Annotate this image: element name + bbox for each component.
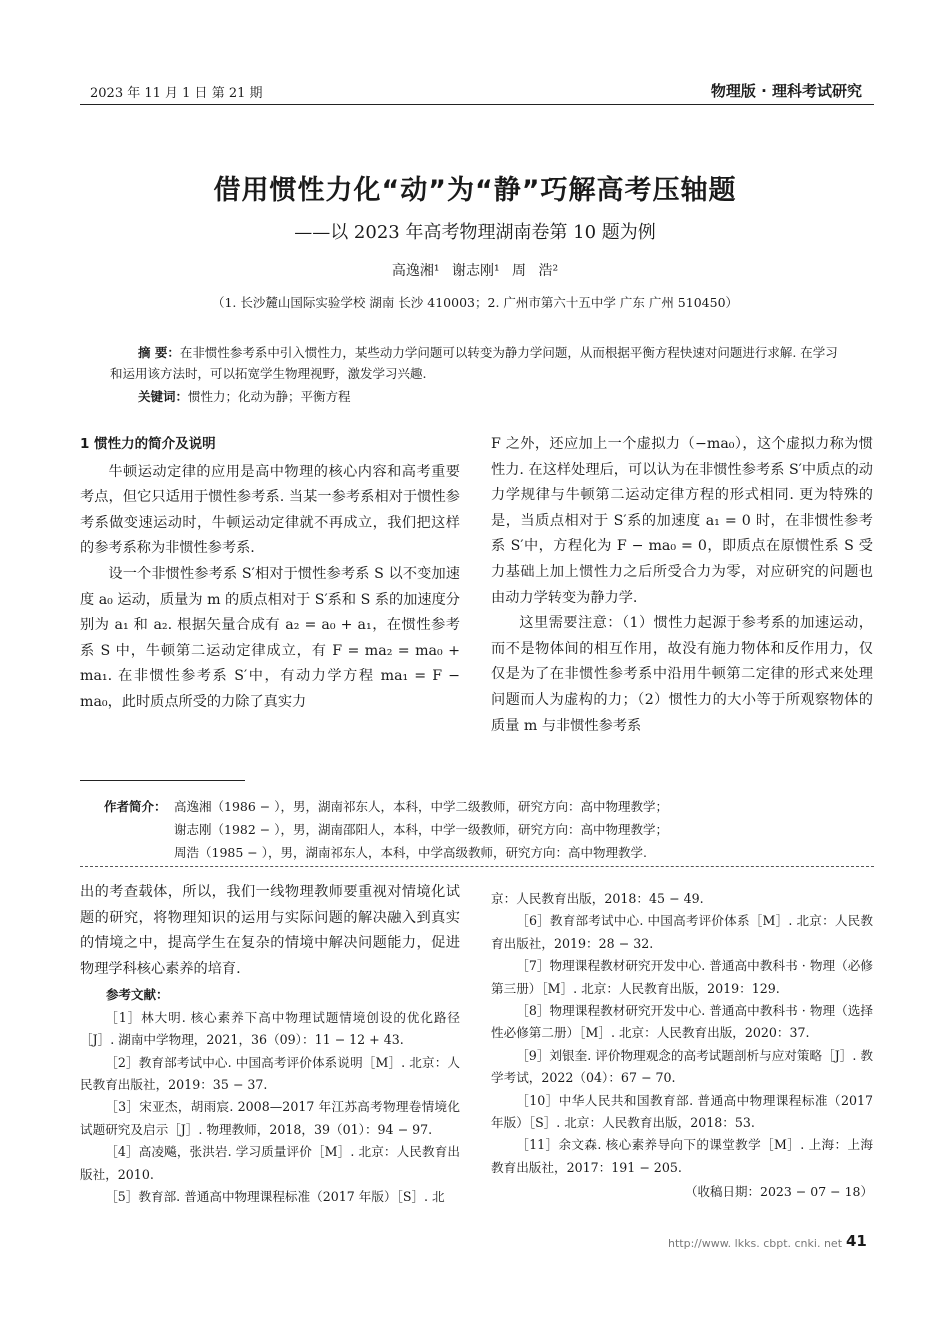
reference-item: ［9］刘银奎. 评价物理观念的高考试题剖析与应对策略［J］. 教学考试，2022（04）：67 − 70. xyxy=(491,1047,873,1086)
footnote-rule xyxy=(80,780,245,781)
author-list: 高逸湘¹ 谢志刚¹ 周 浩² xyxy=(391,263,559,279)
right-column xyxy=(491,432,873,739)
section-heading: 1 惯性力的简介及说明 xyxy=(80,436,216,452)
reference-item: ［4］高凌飚，张洪岩. 学习质量评价［M］. 北京：人民教育出版社，2010. xyxy=(80,1144,460,1182)
affiliations: （1. 长沙麓山国际实验学校 湖南 长沙 410003；2. 广州市第六十五中学 广东 广州 510450） xyxy=(211,295,739,310)
reference-list-left xyxy=(80,984,460,1208)
abstract xyxy=(110,342,850,384)
header-rule xyxy=(80,104,874,105)
author-bio-row xyxy=(104,818,864,841)
keywords-label: 关键词： xyxy=(138,389,189,404)
page-number: 41 xyxy=(846,1232,867,1250)
footer-url: http://www. lkks. cbpt. cnki. net xyxy=(668,1237,843,1250)
keywords xyxy=(138,386,351,407)
author-bio-row xyxy=(104,841,864,864)
article-title: 借用惯性力化“动”为“静”巧解高考压轴题 xyxy=(213,175,737,206)
abstract-text: 在非惯性参考系中引入惯性力，某些动力学问题可以转变为静力学问题，从而根据平衡方程快速对问题进行求解. 在学习和运用该方法时，可以拓宽学生物理视野，激发学习兴趣. xyxy=(110,345,838,381)
reference-item: ［7］物理课程教材研究开发中心. 普通高中教科书 · 物理（必修第三册）［M］. 北京：人民教育出版，2019：129. xyxy=(491,958,873,996)
author-bio-label: 作者简介： xyxy=(104,799,167,814)
reference-item: ［10］中华人民共和国教育部. 普通高中物理课程标准（2017 年版）［S］. 北京：人民教育出版，2018：53. xyxy=(491,1092,873,1131)
author-bio-row xyxy=(104,795,864,818)
paragraph: F 之外，还应加上一个虚拟力（−ma₀），这个虚拟力称为惯性力. 在这样处理后，可以认为在非惯性参考系 S′中质点的动力学规律与牛顿第二运动定律方程的形式相同. 更为特殊的是，当质点相对于 S′系的加速度 a₁ = 0 时，在非惯性参考系 S′中，方程化为 F − ma₀ = 0，即质点在原惯性系 S 受力基础上加上惯性力之后所受合力为零，对应研究的问题也由动力学转变为静力学. xyxy=(491,436,873,606)
abstract-label: 摘 要： xyxy=(138,345,180,360)
reference-item: ［11］余文森. 核心素养导向下的课堂教学［M］. 上海：上海教育出版社，2017：191 − 205. xyxy=(491,1137,873,1175)
article-subtitle: ——以 2023 年高考物理湖南卷第 10 题为例 xyxy=(294,222,656,243)
reference-continuation: 京：人民教育出版，2018：45 − 49. xyxy=(491,891,704,906)
author-bio xyxy=(104,795,864,864)
bottom-left-column xyxy=(80,880,460,1208)
author-bio-line: 周浩（1985 − ），男，湖南祁东人，本科，中学高级教师，研究方向：高中物理教学. xyxy=(174,845,647,860)
reference-item: ［3］宋亚杰，胡雨宸. 2008—2017 年江苏高考物理卷情境化试题研究及启示［J］. 物理教师，2018，39（01）：94 − 97. xyxy=(80,1099,460,1137)
paragraph: 设一个非惯性参考系 S′相对于惯性参考系 S 以不变加速度 a₀ 运动，质量为 m 的质点相对于 S′系和 S 系的加速度分别为 a₁ 和 a₂. 根据矢量合成有 a₂ = a₀ + a₁，在惯性参考系 S 中，牛顿第二运动定律成立，有 F = ma₂ = ma₀ + ma₁. 在非惯性参考系 S′中，有动力学方程 ma₁ = F − ma₀，此时质点所受的力除了真实力 xyxy=(80,565,460,710)
reference-item: ［2］教育部考试中心. 中国高考评价体系说明［M］. 北京：人民教育出版社，2019：35 − 37. xyxy=(80,1054,460,1092)
page-break-rule xyxy=(80,866,874,867)
running-header-date: 2023 年 11 月 1 日 第 21 期 xyxy=(90,86,263,101)
paragraph: 这里需要注意：（1）惯性力起源于参考系的加速运动，而不是物体间的相互作用，故没有施力物体和反作用力，仅仅是为了在非惯性参考系中沿用牛顿第二定律的形式来处理问题而人为虚构的力；（2）惯性力的大小等于所观察物体的质量 m 与非惯性参考系 xyxy=(491,615,873,734)
author-bio-line: 谢志刚（1982 − ），男，湖南邵阳人，本科，中学一级教师，研究方向：高中物理教学； xyxy=(174,822,668,837)
author-bio-line: 高逸湘（1986 − ），男，湖南祁东人，本科，中学二级教师，研究方向：高中物理教学； xyxy=(174,799,668,814)
left-column xyxy=(80,432,460,716)
reference-item: ［5］教育部. 普通高中物理课程标准（2017 年版）［S］. 北 xyxy=(105,1189,445,1205)
reference-item: ［6］教育部考试中心. 中国高考评价体系［M］. 北京：人民教育出版社，2019：28 − 32. xyxy=(491,913,873,951)
conclusion-paragraph: 出的考查载体，所以，我们一线物理教师要重视对情境化试题的研究，将物理知识的运用与实际问题的解决融入到真实的情境之中，提高学生在复杂的情境中解决问题能力，促进物理学科核心素养的培育. xyxy=(80,884,460,977)
reference-item: ［8］物理课程教材研究开发中心. 普通高中教科书 · 物理（选择性必修第二册）［M］. 北京：人民教育出版，2020：37. xyxy=(491,1003,873,1041)
reference-item: ［1］林大明. 核心素养下高中物理试题情境创设的优化路径［J］. 湖南中学物理，2021，36（09）：11 − 12 + 43. xyxy=(80,1009,460,1048)
keywords-text: 惯性力；化动为静；平衡方程 xyxy=(188,389,351,404)
references-heading: 参考文献： xyxy=(106,987,169,1003)
running-header-journal: 物理版 · 理科考试研究 xyxy=(710,82,862,100)
bottom-right-column xyxy=(491,888,873,1204)
received-date: （收稿日期：2023 − 07 − 18） xyxy=(685,1184,873,1200)
paragraph: 牛顿运动定律的应用是高中物理的核心内容和高考重要考点，但它只适用于惯性参考系. 当某一参考系相对于惯性参考系做变速运动时，牛顿运动定律就不再成立，我们把这样的参考系称为非惯性参考系. xyxy=(80,463,460,557)
